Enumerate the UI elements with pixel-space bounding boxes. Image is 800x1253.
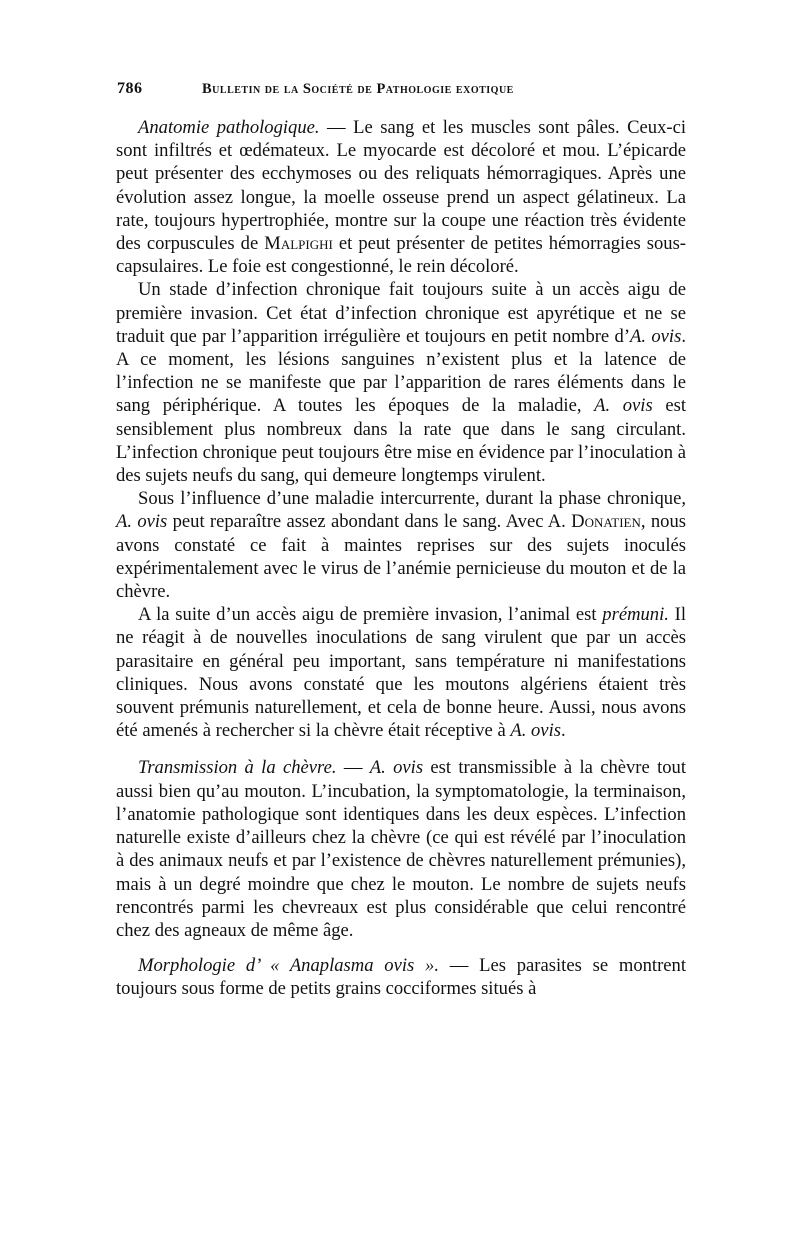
species-name: A. ovis [594,395,653,417]
paragraph-text: — Les parasites se montrent toujours sous forme de petits grains cocciformes situés à [116,955,686,1000]
paragraph-text: Un stade d’infection chronique fait toujours suite à un accès aigu de première invasion. Cet état d’infection chronique est apyrétique et ne se traduit que par l’apparition irrégulière et toujours en petit nombre d’ [116,279,686,347]
author-name: Malpighi [264,233,333,255]
paragraph-text: et peut présenter de petites hémorragies sous-capsulaires. Le foie est congestionné, le rein décoloré. [116,233,686,278]
section-heading-anatomie: Anatomie pathologique. [138,117,320,138]
paragraph-text: peut reparaître assez abondant dans le sang. Avec A. [167,511,572,533]
body-text [116,116,686,1001]
paragraph-text: est sensiblement plus nombreux dans la rate que dans le sang circulant. L’infection chronique peut toujours être mise en évidence par l’inoculation à des sujets neufs du sang, qui demeure longtemps virulent. [116,395,686,487]
paragraph-text: Sous l’influence d’une maladie intercurrente, durant la phase chronique, [138,488,686,510]
species-name: A. ovis [510,720,561,742]
author-name: Donatien [571,511,641,533]
section-heading-transmission: Transmission à la chèvre. [138,757,337,779]
paragraph-text: — Le sang et les muscles sont pâles. Ceux-ci sont infiltrés et œdémateux. Le myocarde est décoloré et mou. L’épicarde peut présenter des ecchymoses ou des reliquats hémorragiques. Après une évolution assez longue, la moelle osseuse prend un aspect gélatineux. La rate, toujours hypertrophiée, montre sur la coupe une réaction très évidente des corpuscules de [116,117,687,255]
paragraph-text: , nous avons constaté ce fait à maintes reprises sur des sujets inoculés expérimentalement avec le virus de l’anémie pernicieuse du mouton et de la chèvre. [116,511,686,603]
paragraph-text: A la suite d’un accès aigu de première invasion, l’animal est [138,604,603,626]
species-name: A. ovis [116,511,168,533]
term-premuni: prémuni. [602,604,669,626]
page-number: 786 [117,80,143,97]
species-name: A. ovis [630,325,682,347]
paragraph-text: — [336,757,370,779]
section-heading-morphologie: Morphologie d’ « Anaplasma ovis ». [138,955,439,977]
paragraph-maladie-intercurrente [116,487,686,603]
running-title: Bulletin de la Société de Pathologie exotique [202,81,514,97]
page-header [117,80,687,104]
paragraph-transmission [116,756,686,942]
paragraph-anatomie [116,116,686,278]
paragraph-morphologie [116,954,686,1000]
paragraph-premunition [116,603,686,742]
paragraph-text: . A ce moment, les lésions sanguines n’existent plus et la latence de l’infection ne se manifeste que par l’apparition de rares éléments dans le sang périphérique. A toutes les époques de la maladie, [116,325,686,417]
species-name: A. ovis [369,757,424,779]
paragraph-text: est transmissible à la chèvre tout aussi bien qu’au mouton. L’incubation, la symptomatologie, la terminaison, l’anatomie pathologique sont identiques dans les deux espèces. L’infection naturelle existe d’ailleurs chez la chèvre (ce qui est révélé par l’inoculation à des animaux neufs et par l’existence de chèvres naturellement prémunies), mais à un degré moindre que chez le mouton. Le nombre de sujets neufs rencontrés parmi les chevreaux est plus considérable que celui rencontré chez des agneaux de même âge. [116,757,687,941]
paragraph-infection-chronique [116,278,686,487]
paragraph-text: . [560,720,566,742]
paragraph-text: Il ne réagit à de nouvelles inoculations de sang virulent que par un accès parasitaire en général peu important, sans température ni manifestations cliniques. Nous avons constaté que les moutons algériens étaient très souvent prémunis naturellement, et cela de bonne heure. Aussi, nous avons été amenés à rechercher si la chèvre était réceptive à [116,604,687,742]
